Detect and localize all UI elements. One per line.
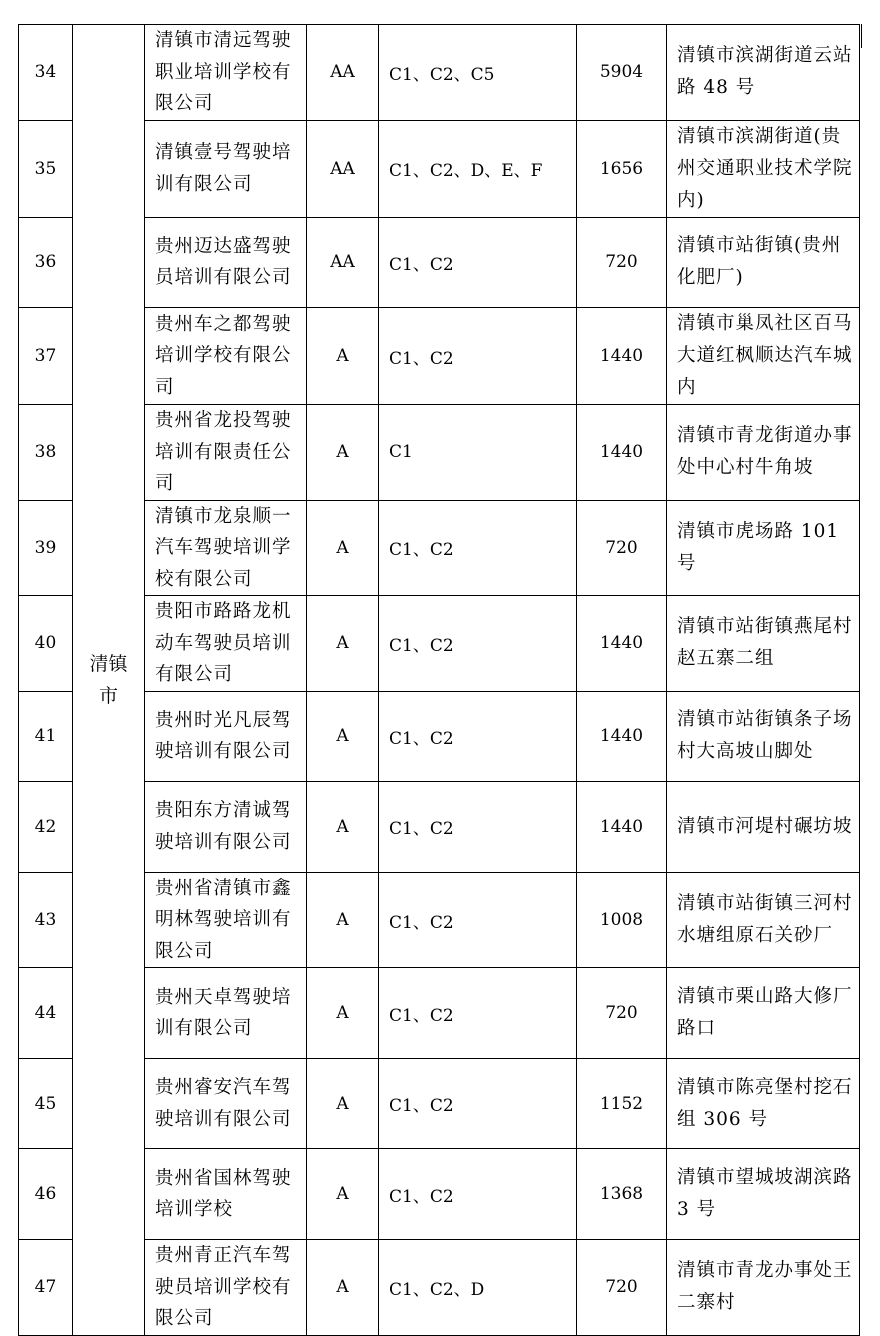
table-row xyxy=(19,1240,860,1336)
table-row xyxy=(19,1149,860,1240)
school-grade: A xyxy=(307,1149,379,1240)
school-name: 贵州天卓驾驶培训有限公司 xyxy=(145,968,307,1059)
school-address: 清镇市滨湖街道(贵州交通职业技术学院内) xyxy=(667,120,860,217)
school-grade: A xyxy=(307,1058,379,1149)
training-capacity: 1440 xyxy=(577,308,667,405)
training-capacity: 1008 xyxy=(577,872,667,968)
row-number: 36 xyxy=(19,217,73,308)
school-name: 贵州时光凡辰驾驶培训有限公司 xyxy=(145,691,307,782)
row-number: 34 xyxy=(19,25,73,121)
school-address: 清镇市望城坡湖滨路 3 号 xyxy=(667,1149,860,1240)
training-capacity: 1440 xyxy=(577,405,667,501)
school-address: 清镇市站街镇(贵州化肥厂) xyxy=(667,217,860,308)
table-row xyxy=(19,691,860,782)
table-row xyxy=(19,596,860,692)
license-types: C1、C2、C5 xyxy=(379,25,577,121)
school-address: 清镇市青龙街道办事处中心村牛角坡 xyxy=(667,405,860,501)
license-types: C1、C2 xyxy=(379,968,577,1059)
school-address: 清镇市栗山路大修厂路口 xyxy=(667,968,860,1059)
school-grade: AA xyxy=(307,120,379,217)
license-types: C1、C2 xyxy=(379,1058,577,1149)
license-types: C1 xyxy=(379,405,577,501)
school-address: 清镇市巢凤社区百马大道红枫顺达汽车城内 xyxy=(667,308,860,405)
table-row xyxy=(19,872,860,968)
school-grade: A xyxy=(307,968,379,1059)
table-row xyxy=(19,308,860,405)
row-number: 37 xyxy=(19,308,73,405)
license-types: C1、C2 xyxy=(379,500,577,596)
table-row xyxy=(19,500,860,596)
page-edge-mark xyxy=(861,24,862,48)
school-grade: A xyxy=(307,308,379,405)
table-body xyxy=(19,25,860,1336)
school-grade: A xyxy=(307,782,379,873)
training-capacity: 1440 xyxy=(577,596,667,692)
row-number: 42 xyxy=(19,782,73,873)
school-name: 贵阳市路路龙机动车驾驶员培训有限公司 xyxy=(145,596,307,692)
training-capacity: 720 xyxy=(577,217,667,308)
license-types: C1、C2 xyxy=(379,782,577,873)
driving-school-table xyxy=(18,24,860,1336)
city-cell xyxy=(73,25,145,1336)
school-address: 清镇市站街镇燕尾村赵五寨二组 xyxy=(667,596,860,692)
school-address: 清镇市陈亮堡村挖石组 306 号 xyxy=(667,1058,860,1149)
school-grade: A xyxy=(307,691,379,782)
license-types: C1、C2 xyxy=(379,308,577,405)
row-number: 43 xyxy=(19,872,73,968)
table-row xyxy=(19,25,860,121)
school-address: 清镇市滨湖街道云站路 48 号 xyxy=(667,25,860,121)
school-address: 清镇市青龙办事处王二寨村 xyxy=(667,1240,860,1336)
school-address: 清镇市站街镇条子场村大高坡山脚处 xyxy=(667,691,860,782)
table-row xyxy=(19,217,860,308)
training-capacity: 1440 xyxy=(577,782,667,873)
school-name: 贵州省清镇市鑫明林驾驶培训有限公司 xyxy=(145,872,307,968)
training-capacity: 720 xyxy=(577,1240,667,1336)
row-number: 44 xyxy=(19,968,73,1059)
school-grade: AA xyxy=(307,217,379,308)
training-capacity: 1152 xyxy=(577,1058,667,1149)
school-grade: A xyxy=(307,596,379,692)
school-address: 清镇市河堤村碾坊坡 xyxy=(667,782,860,873)
training-capacity: 1440 xyxy=(577,691,667,782)
row-number: 40 xyxy=(19,596,73,692)
row-number: 39 xyxy=(19,500,73,596)
school-name: 清镇市龙泉顺一汽车驾驶培训学校有限公司 xyxy=(145,500,307,596)
school-name: 贵州睿安汽车驾驶培训有限公司 xyxy=(145,1058,307,1149)
row-number: 45 xyxy=(19,1058,73,1149)
license-types: C1、C2、D xyxy=(379,1240,577,1336)
table-row xyxy=(19,405,860,501)
school-name: 贵阳东方清诚驾驶培训有限公司 xyxy=(145,782,307,873)
training-capacity: 1656 xyxy=(577,120,667,217)
school-address: 清镇市站街镇三河村水塘组原石关砂厂 xyxy=(667,872,860,968)
training-capacity: 720 xyxy=(577,500,667,596)
license-types: C1、C2 xyxy=(379,596,577,692)
table-row xyxy=(19,120,860,217)
table-row xyxy=(19,968,860,1059)
school-grade: A xyxy=(307,1240,379,1336)
license-types: C1、C2、D、E、F xyxy=(379,120,577,217)
training-capacity: 5904 xyxy=(577,25,667,121)
row-number: 47 xyxy=(19,1240,73,1336)
school-name: 贵州青正汽车驾驶员培训学校有限公司 xyxy=(145,1240,307,1336)
row-number: 41 xyxy=(19,691,73,782)
license-types: C1、C2 xyxy=(379,1149,577,1240)
school-name: 清镇市清远驾驶职业培训学校有限公司 xyxy=(145,25,307,121)
school-name: 贵州车之都驾驶培训学校有限公司 xyxy=(145,308,307,405)
school-grade: A xyxy=(307,405,379,501)
school-name: 清镇壹号驾驶培训有限公司 xyxy=(145,120,307,217)
table-row xyxy=(19,1058,860,1149)
row-number: 35 xyxy=(19,120,73,217)
training-capacity: 720 xyxy=(577,968,667,1059)
table-row xyxy=(19,782,860,873)
school-address: 清镇市虎场路 101 号 xyxy=(667,500,860,596)
license-types: C1、C2 xyxy=(379,691,577,782)
city-label: 清镇市 xyxy=(89,652,128,707)
license-types: C1、C2 xyxy=(379,872,577,968)
row-number: 46 xyxy=(19,1149,73,1240)
school-name: 贵州省国林驾驶培训学校 xyxy=(145,1149,307,1240)
school-name: 贵州省龙投驾驶培训有限责任公司 xyxy=(145,405,307,501)
license-types: C1、C2 xyxy=(379,217,577,308)
school-grade: A xyxy=(307,872,379,968)
row-number: 38 xyxy=(19,405,73,501)
training-capacity: 1368 xyxy=(577,1149,667,1240)
school-name: 贵州迈达盛驾驶员培训有限公司 xyxy=(145,217,307,308)
school-grade: AA xyxy=(307,25,379,121)
school-grade: A xyxy=(307,500,379,596)
